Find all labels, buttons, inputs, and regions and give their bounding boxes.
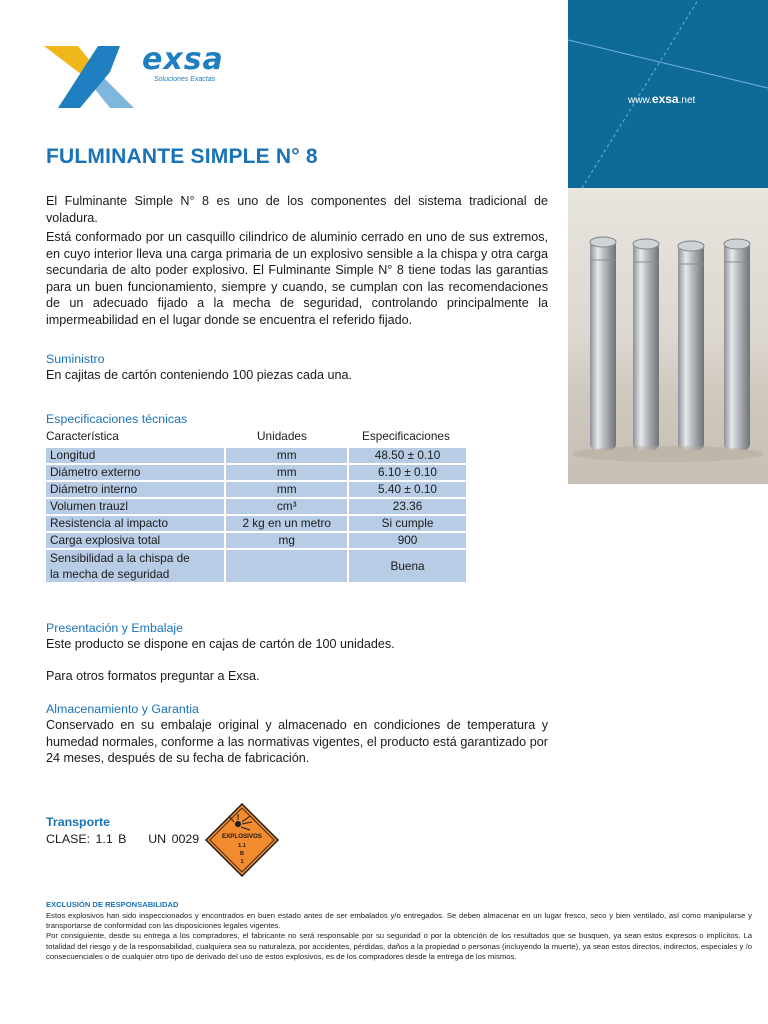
table-cell: mg bbox=[226, 533, 347, 548]
table-row bbox=[46, 499, 466, 514]
table-cell: 900 bbox=[349, 533, 466, 548]
intro-paragraph-2: Está conformado por un casquillo cilindrico de aluminio cerrado en uno de sus extremos, en cuyo interior lleva una carga primaria de un explosivo sensible a la chispa y otra carga secundaria de alto poder explosivo. El Fulminante Simple N° 8 tiene todas las garantias para un buen funcionamiento, siempre y cuando, se cumplan con las recomendaciones de un adecuado fijado a la mecha de seguridad, controlando principalmente la impermeabilidad en el lugar donde se encuentra el referido fijado. bbox=[46, 230, 548, 327]
table-row bbox=[46, 533, 466, 548]
page-title: FULMINANTE SIMPLE N° 8 bbox=[46, 145, 318, 168]
placard-line-1: 1.1 bbox=[238, 843, 246, 849]
table-row bbox=[46, 482, 466, 497]
table-cell: 5.40 ± 0.10 bbox=[349, 482, 466, 497]
placard-line-2: B bbox=[240, 851, 244, 857]
suministro-text: En cajitas de cartón conteniendo 100 piezas cada una. bbox=[46, 368, 352, 382]
table-row bbox=[46, 550, 466, 582]
specs-heading: Especificaciones técnicas bbox=[46, 412, 188, 426]
column-header: Característica bbox=[46, 429, 119, 443]
table-cell: Diámetro interno bbox=[46, 482, 224, 497]
table-cell: mm bbox=[226, 448, 347, 463]
disclaimer-paragraph-2: Por consiguiente, desde su entrega a los compradores, el fabricante no será responsable por su seguridad o por la obtención de los resultados que se busquen, ya sean estos expresos o implícitos. La totalidad del riesgo y de la responsabilidad, cualquiera sea su naturaleza, por accidentes, pérdidas, daños a la propiedad o personas (incluyendo la muerte), ya sean estos directos, indirectos, especiales y /o consecuenciales o de cualquier otro tipo de derivado del uso de estos explosivos, es de los compradores desde la entrega de los mismos. bbox=[46, 931, 752, 961]
website-link[interactable]: www.exsa.net bbox=[628, 92, 696, 106]
suministro-heading: Suministro bbox=[46, 352, 105, 366]
disclaimer-paragraph-1: Estos explosivos han sido inspeccionados y encontrados en buen estado antes de ser embalados y/o entregados. Se deben almacenar en un lugar fresco, seco y bien ventilado, así como manipularse y transportarse de conformidad con las disposiciones legales vigentes. bbox=[46, 911, 752, 931]
presentacion-text-2: Para otros formatos preguntar a Exsa. bbox=[46, 669, 260, 683]
exsa-x-mark-icon bbox=[44, 42, 144, 112]
presentacion-text: Este producto se dispone en cajas de cartón de 100 unidades. bbox=[46, 637, 395, 651]
disclaimer-heading: EXCLUSIÓN DE RESPONSABILIDAD bbox=[46, 900, 179, 909]
table-cell: cm³ bbox=[226, 499, 347, 514]
table-cell: Buena bbox=[349, 550, 466, 582]
explosive-placard-icon bbox=[204, 802, 280, 878]
column-header: Unidades bbox=[257, 429, 307, 443]
presentacion-heading: Presentación y Embalaje bbox=[46, 621, 184, 635]
disclaimer-text bbox=[46, 911, 752, 962]
table-cell: 6.10 ± 0.10 bbox=[349, 465, 466, 480]
table-cell: 48.50 ± 0.10 bbox=[349, 448, 466, 463]
intro-paragraph-1: El Fulminante Simple N° 8 es uno de los componentes del sistema tradicional de voladura. bbox=[46, 194, 548, 225]
specs-table bbox=[44, 446, 468, 584]
table-cell: Carga explosiva total bbox=[46, 533, 224, 548]
table-cell: mm bbox=[226, 482, 347, 497]
table-cell: Si cumple bbox=[349, 516, 466, 531]
table-row bbox=[46, 516, 466, 531]
table-cell bbox=[226, 550, 347, 582]
table-cell: 23.36 bbox=[349, 499, 466, 514]
table-cell: 2 kg en un metro bbox=[226, 516, 347, 531]
transporte-class: CLASE: 1.1 B UN 0029 bbox=[46, 832, 200, 846]
transporte-heading: Transporte bbox=[46, 815, 111, 829]
almacenamiento-text: Conservado en su embalaje original y almacenado en condiciones de temperatura y humedad normales, conforme a las normativas vigentes, el producto está garantizado por 24 meses, después de su fecha de fabricación. bbox=[46, 718, 548, 765]
table-cell: Volumen trauzl bbox=[46, 499, 224, 514]
table-cell: Diámetro externo bbox=[46, 465, 224, 480]
table-cell: Resistencia al impacto bbox=[46, 516, 224, 531]
exsa-logo bbox=[44, 42, 244, 112]
specs-table-header bbox=[46, 429, 470, 445]
logo-tagline: Soluciones Exactas bbox=[154, 76, 216, 83]
table-row bbox=[46, 465, 466, 480]
placard-label: EXPLOSIVOS bbox=[222, 833, 262, 840]
placard-line-3: 1 bbox=[240, 859, 244, 865]
table-cell: Longitud bbox=[46, 448, 224, 463]
almacenamiento-heading: Almacenamiento y Garantia bbox=[46, 702, 199, 716]
table-row bbox=[46, 448, 466, 463]
detonator-tubes-image bbox=[568, 188, 768, 484]
logo-wordmark: exsa bbox=[142, 42, 224, 77]
table-cell: Sensibilidad a la chispa de la mecha de seguridad bbox=[46, 550, 224, 582]
table-cell: mm bbox=[226, 465, 347, 480]
product-photo bbox=[568, 188, 768, 484]
column-header: Especificaciones bbox=[362, 429, 450, 443]
